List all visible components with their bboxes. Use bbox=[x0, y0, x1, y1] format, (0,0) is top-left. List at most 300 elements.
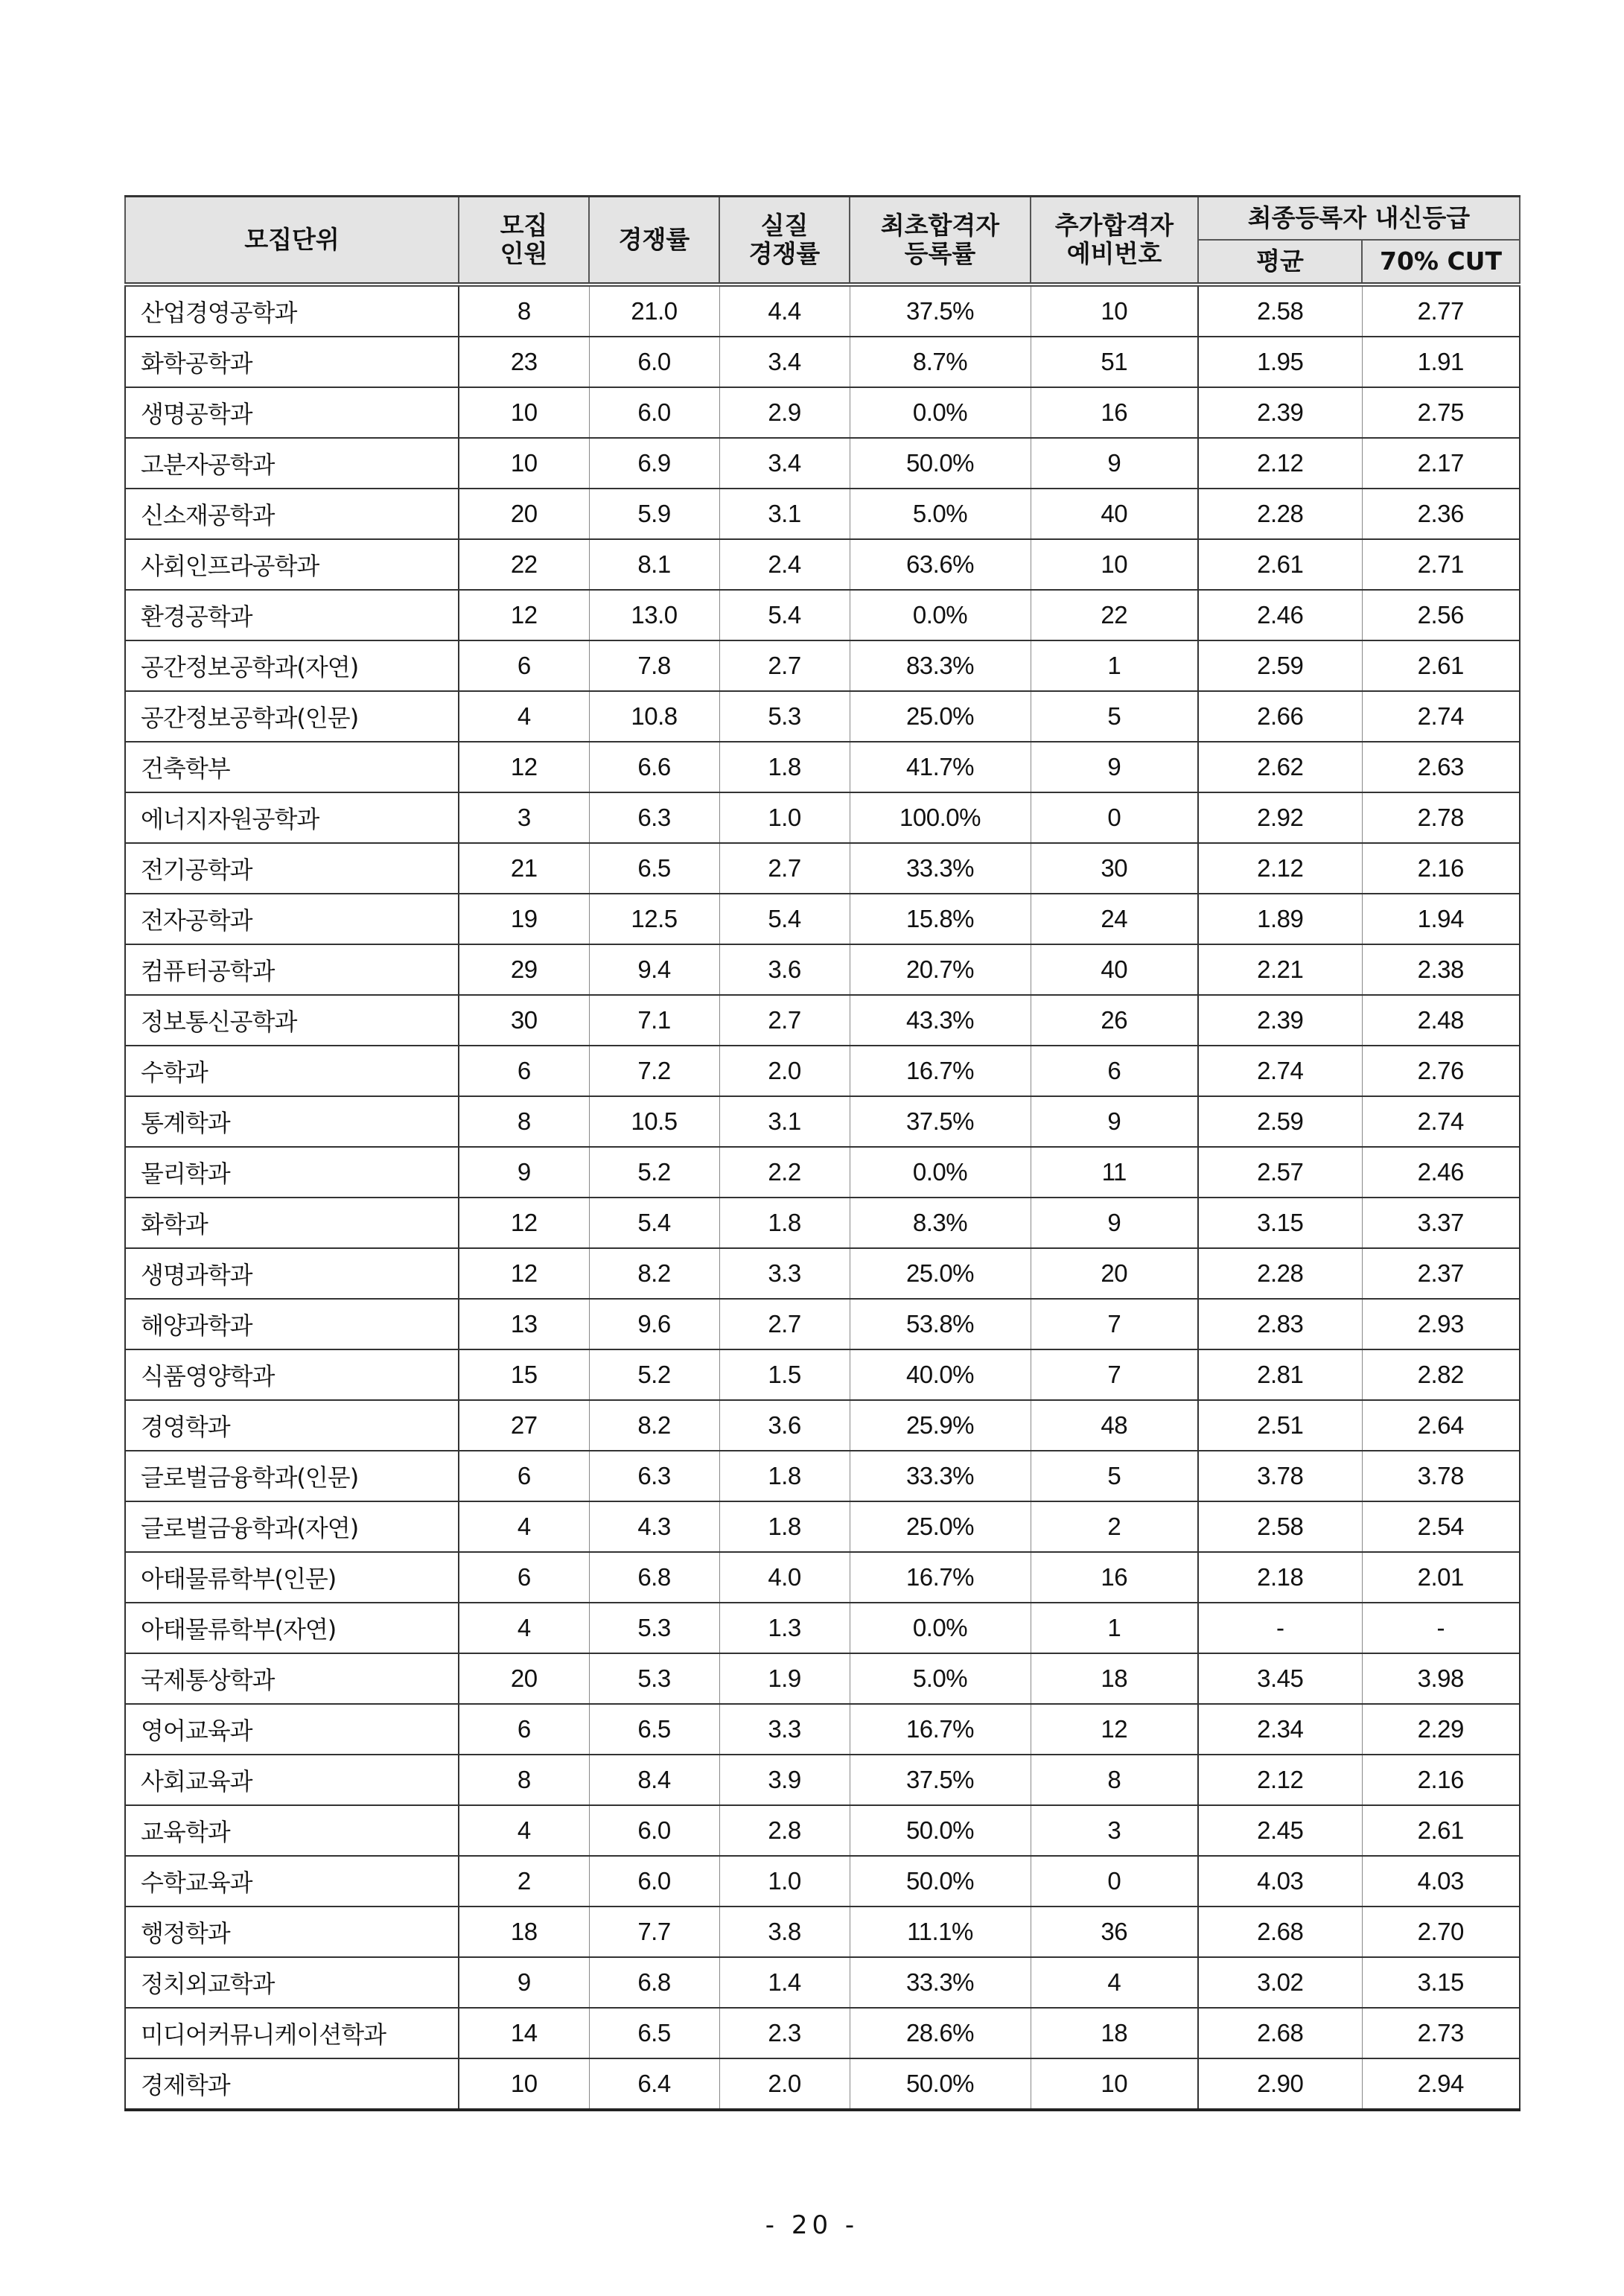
cell-grade-average: 2.59 bbox=[1198, 1096, 1362, 1147]
cell-first-registration-rate: 16.7% bbox=[850, 1552, 1031, 1603]
cell-grade-cut70: 2.16 bbox=[1362, 843, 1520, 894]
cell-grade-cut70: 2.37 bbox=[1362, 1248, 1520, 1299]
cell-quota: 12 bbox=[459, 590, 589, 640]
cell-grade-average: 2.51 bbox=[1198, 1400, 1362, 1451]
cell-unit: 교육학과 bbox=[125, 1805, 459, 1856]
cell-unit: 사회교육과 bbox=[125, 1755, 459, 1805]
cell-unit: 경제학과 bbox=[125, 2058, 459, 2110]
header-waitlist-number: 추가합격자 예비번호 bbox=[1031, 197, 1198, 285]
cell-competition: 5.9 bbox=[589, 489, 719, 539]
cell-grade-cut70: 2.56 bbox=[1362, 590, 1520, 640]
cell-first-registration-rate: 50.0% bbox=[850, 1805, 1031, 1856]
cell-first-registration-rate: 50.0% bbox=[850, 438, 1031, 489]
cell-grade-cut70: 3.78 bbox=[1362, 1451, 1520, 1501]
table-row bbox=[125, 284, 1520, 337]
cell-grade-average: - bbox=[1198, 1603, 1362, 1653]
cell-unit: 건축학부 bbox=[125, 742, 459, 792]
cell-grade-average: 2.39 bbox=[1198, 387, 1362, 438]
cell-real-competition: 5.4 bbox=[719, 590, 850, 640]
cell-real-competition: 2.7 bbox=[719, 640, 850, 691]
cell-competition: 6.5 bbox=[589, 1704, 719, 1755]
header-grade-average: 평균 bbox=[1198, 240, 1362, 284]
cell-quota: 10 bbox=[459, 2058, 589, 2110]
cell-real-competition: 1.8 bbox=[719, 1451, 850, 1501]
cell-real-competition: 3.3 bbox=[719, 1704, 850, 1755]
cell-grade-average: 3.02 bbox=[1198, 1957, 1362, 2008]
cell-competition: 6.5 bbox=[589, 2008, 719, 2058]
table-row bbox=[125, 489, 1520, 539]
cell-quota: 9 bbox=[459, 1957, 589, 2008]
cell-unit: 고분자공학과 bbox=[125, 438, 459, 489]
cell-real-competition: 3.1 bbox=[719, 489, 850, 539]
cell-first-registration-rate: 25.0% bbox=[850, 1501, 1031, 1552]
cell-real-competition: 3.3 bbox=[719, 1248, 850, 1299]
cell-quota: 4 bbox=[459, 1805, 589, 1856]
cell-quota: 6 bbox=[459, 1046, 589, 1096]
cell-waitlist-number: 0 bbox=[1031, 792, 1198, 843]
cell-first-registration-rate: 20.7% bbox=[850, 944, 1031, 995]
cell-quota: 3 bbox=[459, 792, 589, 843]
cell-real-competition: 1.0 bbox=[719, 1856, 850, 1907]
cell-grade-cut70: 2.94 bbox=[1362, 2058, 1520, 2110]
cell-grade-average: 2.68 bbox=[1198, 2008, 1362, 2058]
cell-unit: 환경공학과 bbox=[125, 590, 459, 640]
cell-quota: 29 bbox=[459, 944, 589, 995]
cell-quota: 9 bbox=[459, 1147, 589, 1198]
table-row bbox=[125, 387, 1520, 438]
cell-unit: 식품영양학과 bbox=[125, 1349, 459, 1400]
cell-unit: 국제통상학과 bbox=[125, 1653, 459, 1704]
header-grade-group: 최종등록자 내신등급 bbox=[1198, 197, 1520, 241]
cell-waitlist-number: 1 bbox=[1031, 640, 1198, 691]
cell-grade-cut70: 2.54 bbox=[1362, 1501, 1520, 1552]
cell-waitlist-number: 40 bbox=[1031, 944, 1198, 995]
cell-unit: 전자공학과 bbox=[125, 894, 459, 944]
cell-grade-cut70: 2.61 bbox=[1362, 1805, 1520, 1856]
table-row bbox=[125, 1198, 1520, 1248]
cell-first-registration-rate: 0.0% bbox=[850, 590, 1031, 640]
cell-grade-average: 2.21 bbox=[1198, 944, 1362, 995]
cell-quota: 20 bbox=[459, 489, 589, 539]
table-row bbox=[125, 1704, 1520, 1755]
cell-grade-cut70: 2.74 bbox=[1362, 1096, 1520, 1147]
cell-grade-cut70: 2.46 bbox=[1362, 1147, 1520, 1198]
cell-unit: 행정학과 bbox=[125, 1907, 459, 1957]
cell-first-registration-rate: 40.0% bbox=[850, 1349, 1031, 1400]
cell-unit: 수학교육과 bbox=[125, 1856, 459, 1907]
table-row bbox=[125, 1957, 1520, 2008]
cell-waitlist-number: 10 bbox=[1031, 284, 1198, 337]
cell-grade-cut70: 2.16 bbox=[1362, 1755, 1520, 1805]
cell-waitlist-number: 9 bbox=[1031, 1096, 1198, 1147]
cell-competition: 6.3 bbox=[589, 792, 719, 843]
cell-grade-cut70: 4.03 bbox=[1362, 1856, 1520, 1907]
cell-quota: 4 bbox=[459, 691, 589, 742]
cell-grade-cut70: 2.76 bbox=[1362, 1046, 1520, 1096]
cell-real-competition: 3.9 bbox=[719, 1755, 850, 1805]
cell-competition: 10.8 bbox=[589, 691, 719, 742]
cell-unit: 화학공학과 bbox=[125, 337, 459, 387]
header-unit: 모집단위 bbox=[125, 197, 459, 285]
cell-grade-average: 2.34 bbox=[1198, 1704, 1362, 1755]
cell-quota: 6 bbox=[459, 1451, 589, 1501]
cell-competition: 13.0 bbox=[589, 590, 719, 640]
cell-real-competition: 2.7 bbox=[719, 995, 850, 1046]
cell-unit: 신소재공학과 bbox=[125, 489, 459, 539]
cell-competition: 8.2 bbox=[589, 1248, 719, 1299]
cell-real-competition: 1.3 bbox=[719, 1603, 850, 1653]
cell-real-competition: 4.4 bbox=[719, 284, 850, 337]
cell-unit: 정보통신공학과 bbox=[125, 995, 459, 1046]
cell-grade-cut70: 2.48 bbox=[1362, 995, 1520, 1046]
cell-waitlist-number: 26 bbox=[1031, 995, 1198, 1046]
cell-quota: 30 bbox=[459, 995, 589, 1046]
table-row bbox=[125, 1552, 1520, 1603]
cell-quota: 18 bbox=[459, 1907, 589, 1957]
cell-competition: 6.0 bbox=[589, 337, 719, 387]
cell-waitlist-number: 18 bbox=[1031, 2008, 1198, 2058]
cell-first-registration-rate: 16.7% bbox=[850, 1046, 1031, 1096]
header-first-registration-rate: 최초합격자 등록률 bbox=[850, 197, 1031, 285]
cell-waitlist-number: 3 bbox=[1031, 1805, 1198, 1856]
cell-waitlist-number: 7 bbox=[1031, 1299, 1198, 1349]
cell-unit: 전기공학과 bbox=[125, 843, 459, 894]
cell-first-registration-rate: 0.0% bbox=[850, 1147, 1031, 1198]
page-number: - 20 - bbox=[765, 2210, 859, 2240]
cell-quota: 6 bbox=[459, 1704, 589, 1755]
cell-unit: 아태물류학부(자연) bbox=[125, 1603, 459, 1653]
table-row bbox=[125, 1653, 1520, 1704]
cell-competition: 5.3 bbox=[589, 1653, 719, 1704]
cell-first-registration-rate: 41.7% bbox=[850, 742, 1031, 792]
cell-grade-cut70: 2.29 bbox=[1362, 1704, 1520, 1755]
cell-competition: 6.0 bbox=[589, 1856, 719, 1907]
cell-first-registration-rate: 25.9% bbox=[850, 1400, 1031, 1451]
cell-quota: 12 bbox=[459, 1198, 589, 1248]
table-row bbox=[125, 1907, 1520, 1957]
cell-first-registration-rate: 8.3% bbox=[850, 1198, 1031, 1248]
cell-first-registration-rate: 16.7% bbox=[850, 1704, 1031, 1755]
cell-real-competition: 2.2 bbox=[719, 1147, 850, 1198]
cell-real-competition: 5.4 bbox=[719, 894, 850, 944]
cell-grade-average: 2.62 bbox=[1198, 742, 1362, 792]
cell-real-competition: 2.4 bbox=[719, 539, 850, 590]
cell-waitlist-number: 10 bbox=[1031, 539, 1198, 590]
cell-unit: 통계학과 bbox=[125, 1096, 459, 1147]
cell-grade-average: 2.12 bbox=[1198, 438, 1362, 489]
cell-quota: 27 bbox=[459, 1400, 589, 1451]
cell-grade-cut70: - bbox=[1362, 1603, 1520, 1653]
cell-quota: 19 bbox=[459, 894, 589, 944]
cell-unit: 공간정보공학과(인문) bbox=[125, 691, 459, 742]
cell-grade-average: 2.90 bbox=[1198, 2058, 1362, 2110]
cell-real-competition: 3.4 bbox=[719, 337, 850, 387]
cell-grade-average: 2.58 bbox=[1198, 1501, 1362, 1552]
cell-grade-cut70: 2.71 bbox=[1362, 539, 1520, 590]
cell-real-competition: 2.7 bbox=[719, 843, 850, 894]
cell-grade-cut70: 2.38 bbox=[1362, 944, 1520, 995]
cell-unit: 화학과 bbox=[125, 1198, 459, 1248]
cell-first-registration-rate: 25.0% bbox=[850, 691, 1031, 742]
cell-real-competition: 2.9 bbox=[719, 387, 850, 438]
cell-grade-cut70: 2.36 bbox=[1362, 489, 1520, 539]
cell-grade-average: 2.92 bbox=[1198, 792, 1362, 843]
cell-first-registration-rate: 37.5% bbox=[850, 1096, 1031, 1147]
cell-grade-average: 2.57 bbox=[1198, 1147, 1362, 1198]
cell-quota: 15 bbox=[459, 1349, 589, 1400]
cell-real-competition: 1.8 bbox=[719, 1501, 850, 1552]
cell-competition: 6.8 bbox=[589, 1957, 719, 2008]
cell-grade-cut70: 2.64 bbox=[1362, 1400, 1520, 1451]
table-row bbox=[125, 792, 1520, 843]
cell-grade-average: 2.39 bbox=[1198, 995, 1362, 1046]
cell-real-competition: 3.4 bbox=[719, 438, 850, 489]
cell-unit: 물리학과 bbox=[125, 1147, 459, 1198]
table-row bbox=[125, 2008, 1520, 2058]
cell-first-registration-rate: 33.3% bbox=[850, 1451, 1031, 1501]
header-quota: 모집 인원 bbox=[459, 197, 589, 285]
table-row bbox=[125, 894, 1520, 944]
table-row bbox=[125, 944, 1520, 995]
cell-competition: 7.8 bbox=[589, 640, 719, 691]
cell-unit: 글로벌금융학과(자연) bbox=[125, 1501, 459, 1552]
cell-first-registration-rate: 11.1% bbox=[850, 1907, 1031, 1957]
cell-first-registration-rate: 53.8% bbox=[850, 1299, 1031, 1349]
cell-unit: 영어교육과 bbox=[125, 1704, 459, 1755]
cell-waitlist-number: 2 bbox=[1031, 1501, 1198, 1552]
cell-competition: 6.6 bbox=[589, 742, 719, 792]
cell-waitlist-number: 9 bbox=[1031, 742, 1198, 792]
cell-grade-cut70: 3.98 bbox=[1362, 1653, 1520, 1704]
cell-waitlist-number: 18 bbox=[1031, 1653, 1198, 1704]
cell-competition: 8.1 bbox=[589, 539, 719, 590]
table-row bbox=[125, 742, 1520, 792]
cell-grade-average: 2.28 bbox=[1198, 1248, 1362, 1299]
cell-competition: 4.3 bbox=[589, 1501, 719, 1552]
cell-real-competition: 2.0 bbox=[719, 1046, 850, 1096]
table-row bbox=[125, 539, 1520, 590]
cell-competition: 6.0 bbox=[589, 1805, 719, 1856]
cell-grade-average: 2.61 bbox=[1198, 539, 1362, 590]
cell-grade-average: 2.83 bbox=[1198, 1299, 1362, 1349]
cell-grade-average: 3.45 bbox=[1198, 1653, 1362, 1704]
cell-waitlist-number: 1 bbox=[1031, 1603, 1198, 1653]
cell-competition: 7.2 bbox=[589, 1046, 719, 1096]
cell-competition: 5.2 bbox=[589, 1349, 719, 1400]
cell-real-competition: 2.3 bbox=[719, 2008, 850, 2058]
cell-first-registration-rate: 50.0% bbox=[850, 1856, 1031, 1907]
cell-grade-average: 2.68 bbox=[1198, 1907, 1362, 1957]
table-row bbox=[125, 995, 1520, 1046]
cell-waitlist-number: 51 bbox=[1031, 337, 1198, 387]
cell-unit: 에너지자원공학과 bbox=[125, 792, 459, 843]
cell-quota: 23 bbox=[459, 337, 589, 387]
cell-quota: 12 bbox=[459, 742, 589, 792]
admission-results-table bbox=[124, 195, 1520, 2111]
cell-grade-cut70: 2.73 bbox=[1362, 2008, 1520, 2058]
cell-waitlist-number: 5 bbox=[1031, 1451, 1198, 1501]
table-row bbox=[125, 1755, 1520, 1805]
cell-grade-cut70: 2.74 bbox=[1362, 691, 1520, 742]
cell-quota: 4 bbox=[459, 1603, 589, 1653]
cell-competition: 5.3 bbox=[589, 1603, 719, 1653]
cell-grade-average: 3.15 bbox=[1198, 1198, 1362, 1248]
header-real-competition: 실질 경쟁률 bbox=[719, 197, 850, 285]
cell-competition: 8.4 bbox=[589, 1755, 719, 1805]
cell-competition: 8.2 bbox=[589, 1400, 719, 1451]
cell-waitlist-number: 10 bbox=[1031, 2058, 1198, 2110]
cell-waitlist-number: 36 bbox=[1031, 1907, 1198, 1957]
cell-real-competition: 1.5 bbox=[719, 1349, 850, 1400]
cell-first-registration-rate: 28.6% bbox=[850, 2008, 1031, 2058]
cell-real-competition: 3.8 bbox=[719, 1907, 850, 1957]
cell-competition: 6.0 bbox=[589, 387, 719, 438]
cell-competition: 21.0 bbox=[589, 284, 719, 337]
cell-grade-average: 2.12 bbox=[1198, 1755, 1362, 1805]
cell-grade-average: 2.59 bbox=[1198, 640, 1362, 691]
cell-waitlist-number: 22 bbox=[1031, 590, 1198, 640]
cell-grade-cut70: 3.37 bbox=[1362, 1198, 1520, 1248]
cell-grade-average: 2.81 bbox=[1198, 1349, 1362, 1400]
cell-waitlist-number: 40 bbox=[1031, 489, 1198, 539]
cell-quota: 8 bbox=[459, 1755, 589, 1805]
header-grade-cut70: 70% CUT bbox=[1362, 240, 1520, 284]
cell-competition: 12.5 bbox=[589, 894, 719, 944]
cell-first-registration-rate: 0.0% bbox=[850, 387, 1031, 438]
cell-grade-average: 2.74 bbox=[1198, 1046, 1362, 1096]
cell-grade-cut70: 2.17 bbox=[1362, 438, 1520, 489]
cell-grade-cut70: 2.63 bbox=[1362, 742, 1520, 792]
cell-waitlist-number: 16 bbox=[1031, 1552, 1198, 1603]
cell-quota: 10 bbox=[459, 438, 589, 489]
table-body bbox=[125, 284, 1520, 2110]
cell-grade-cut70: 2.82 bbox=[1362, 1349, 1520, 1400]
cell-first-registration-rate: 43.3% bbox=[850, 995, 1031, 1046]
cell-competition: 9.6 bbox=[589, 1299, 719, 1349]
cell-grade-cut70: 2.78 bbox=[1362, 792, 1520, 843]
table-row bbox=[125, 1400, 1520, 1451]
cell-first-registration-rate: 37.5% bbox=[850, 284, 1031, 337]
cell-grade-average: 2.12 bbox=[1198, 843, 1362, 894]
table-header bbox=[125, 197, 1520, 285]
cell-real-competition: 2.7 bbox=[719, 1299, 850, 1349]
cell-grade-cut70: 3.15 bbox=[1362, 1957, 1520, 2008]
cell-first-registration-rate: 8.7% bbox=[850, 337, 1031, 387]
cell-quota: 21 bbox=[459, 843, 589, 894]
cell-quota: 4 bbox=[459, 1501, 589, 1552]
cell-quota: 10 bbox=[459, 387, 589, 438]
cell-grade-average: 1.95 bbox=[1198, 337, 1362, 387]
table-row bbox=[125, 590, 1520, 640]
cell-competition: 5.2 bbox=[589, 1147, 719, 1198]
cell-competition: 5.4 bbox=[589, 1198, 719, 1248]
cell-grade-average: 2.66 bbox=[1198, 691, 1362, 742]
cell-unit: 정치외교학과 bbox=[125, 1957, 459, 2008]
cell-real-competition: 1.9 bbox=[719, 1653, 850, 1704]
cell-first-registration-rate: 15.8% bbox=[850, 894, 1031, 944]
cell-unit: 경영학과 bbox=[125, 1400, 459, 1451]
cell-unit: 생명과학과 bbox=[125, 1248, 459, 1299]
table-row bbox=[125, 1501, 1520, 1552]
cell-grade-cut70: 2.70 bbox=[1362, 1907, 1520, 1957]
table-row bbox=[125, 843, 1520, 894]
cell-grade-cut70: 2.61 bbox=[1362, 640, 1520, 691]
cell-unit: 미디어커뮤니케이션학과 bbox=[125, 2008, 459, 2058]
cell-waitlist-number: 0 bbox=[1031, 1856, 1198, 1907]
cell-waitlist-number: 6 bbox=[1031, 1046, 1198, 1096]
cell-quota: 8 bbox=[459, 284, 589, 337]
cell-unit: 산업경영공학과 bbox=[125, 284, 459, 337]
cell-competition: 6.4 bbox=[589, 2058, 719, 2110]
cell-grade-cut70: 1.94 bbox=[1362, 894, 1520, 944]
table-row bbox=[125, 1147, 1520, 1198]
cell-waitlist-number: 30 bbox=[1031, 843, 1198, 894]
cell-first-registration-rate: 63.6% bbox=[850, 539, 1031, 590]
cell-grade-average: 2.45 bbox=[1198, 1805, 1362, 1856]
cell-quota: 6 bbox=[459, 640, 589, 691]
cell-competition: 6.5 bbox=[589, 843, 719, 894]
cell-real-competition: 2.0 bbox=[719, 2058, 850, 2110]
table-row bbox=[125, 1451, 1520, 1501]
cell-real-competition: 1.8 bbox=[719, 1198, 850, 1248]
table-row bbox=[125, 438, 1520, 489]
cell-unit: 글로벌금융학과(인문) bbox=[125, 1451, 459, 1501]
table-row bbox=[125, 640, 1520, 691]
cell-waitlist-number: 16 bbox=[1031, 387, 1198, 438]
cell-waitlist-number: 7 bbox=[1031, 1349, 1198, 1400]
cell-real-competition: 2.8 bbox=[719, 1805, 850, 1856]
cell-waitlist-number: 24 bbox=[1031, 894, 1198, 944]
cell-first-registration-rate: 33.3% bbox=[850, 1957, 1031, 2008]
cell-unit: 수학과 bbox=[125, 1046, 459, 1096]
cell-grade-average: 4.03 bbox=[1198, 1856, 1362, 1907]
cell-competition: 10.5 bbox=[589, 1096, 719, 1147]
cell-competition: 6.8 bbox=[589, 1552, 719, 1603]
cell-grade-average: 2.58 bbox=[1198, 284, 1362, 337]
cell-grade-average: 2.46 bbox=[1198, 590, 1362, 640]
cell-first-registration-rate: 33.3% bbox=[850, 843, 1031, 894]
cell-first-registration-rate: 5.0% bbox=[850, 1653, 1031, 1704]
cell-real-competition: 4.0 bbox=[719, 1552, 850, 1603]
cell-real-competition: 1.8 bbox=[719, 742, 850, 792]
table-row bbox=[125, 1096, 1520, 1147]
cell-first-registration-rate: 100.0% bbox=[850, 792, 1031, 843]
table-row bbox=[125, 1349, 1520, 1400]
cell-first-registration-rate: 37.5% bbox=[850, 1755, 1031, 1805]
table-row bbox=[125, 1856, 1520, 1907]
table-row bbox=[125, 1805, 1520, 1856]
cell-first-registration-rate: 50.0% bbox=[850, 2058, 1031, 2110]
header-competition: 경쟁률 bbox=[589, 197, 719, 285]
table-row bbox=[125, 691, 1520, 742]
table-row bbox=[125, 1603, 1520, 1653]
table-row bbox=[125, 337, 1520, 387]
cell-grade-cut70: 2.75 bbox=[1362, 387, 1520, 438]
cell-waitlist-number: 4 bbox=[1031, 1957, 1198, 2008]
cell-unit: 사회인프라공학과 bbox=[125, 539, 459, 590]
cell-quota: 6 bbox=[459, 1552, 589, 1603]
cell-waitlist-number: 5 bbox=[1031, 691, 1198, 742]
cell-quota: 14 bbox=[459, 2008, 589, 2058]
cell-competition: 7.7 bbox=[589, 1907, 719, 1957]
cell-first-registration-rate: 0.0% bbox=[850, 1603, 1031, 1653]
cell-grade-cut70: 2.93 bbox=[1362, 1299, 1520, 1349]
table-row bbox=[125, 1299, 1520, 1349]
cell-unit: 공간정보공학과(자연) bbox=[125, 640, 459, 691]
cell-unit: 해양과학과 bbox=[125, 1299, 459, 1349]
cell-competition: 9.4 bbox=[589, 944, 719, 995]
cell-grade-average: 3.78 bbox=[1198, 1451, 1362, 1501]
